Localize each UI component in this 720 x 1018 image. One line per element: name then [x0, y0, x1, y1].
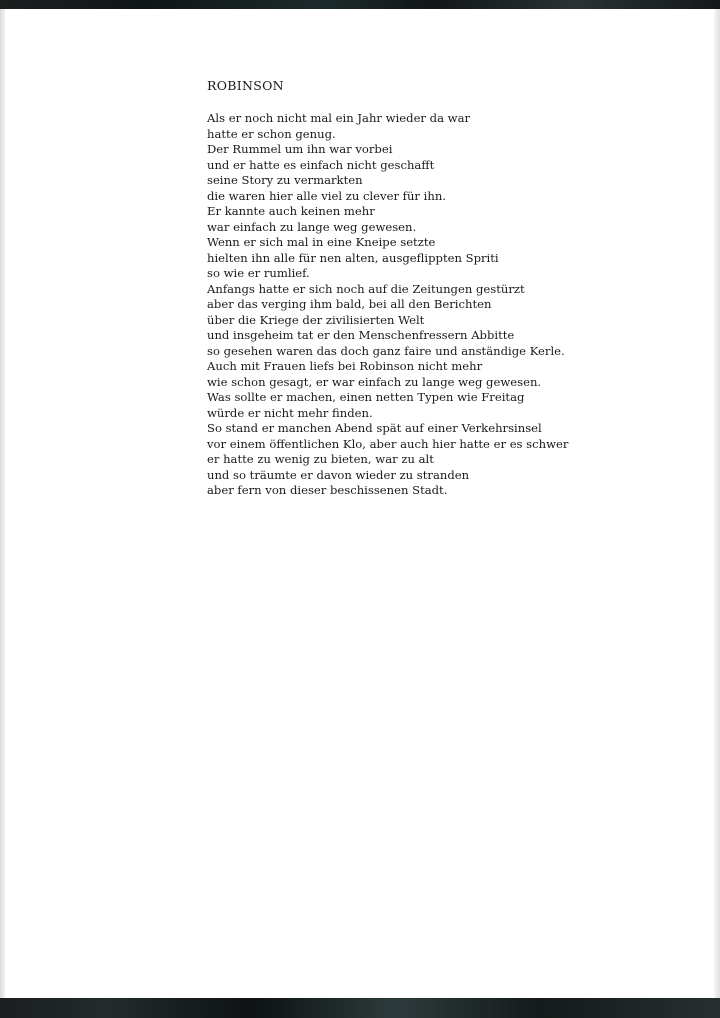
poem-line: hielten ihn alle für nen alten, ausgeflippten Spriti	[207, 250, 499, 265]
poem-line: vor einem öffentlichen Klo, aber auch hier hatte er es schwer	[207, 436, 569, 451]
poem-line: Wenn er sich mal in eine Kneipe setzte	[207, 235, 436, 249]
poem-line: so wie er rumlief.	[207, 266, 310, 280]
poem-line: war einfach zu lange weg gewesen.	[207, 219, 417, 234]
poem-line: seine Story zu vermarkten	[207, 173, 363, 187]
poem-line: er hatte zu wenig zu bieten, war zu alt	[207, 452, 434, 466]
poem-line: aber fern von dieser beschissenen Stadt.	[207, 483, 448, 497]
poem-line: würde er nicht mehr finden.	[207, 405, 373, 420]
poem-line: aber das verging ihm bald, bei all den Berichten	[207, 297, 492, 311]
poem-line: hatte er schon genug.	[207, 126, 336, 141]
poem-line: über die Kriege der zivilisierten Welt	[207, 312, 425, 327]
scan-border-bottom	[0, 998, 720, 1018]
poem-line: und so träumte er davon wieder zu stranden	[207, 467, 470, 482]
poem-line: so gesehen waren das doch ganz faire und anständige Kerle.	[207, 343, 565, 358]
poem-line: Anfangs hatte er sich noch auf die Zeitungen gestürzt	[207, 281, 525, 296]
poem-line: Der Rummel um ihn war vorbei	[207, 142, 393, 156]
poem-title: ROBINSON	[207, 78, 284, 93]
poem-line: wie schon gesagt, er war einfach zu lange weg gewesen.	[207, 374, 542, 389]
poem-line: Auch mit Frauen liefs bei Robinson nicht mehr	[207, 359, 483, 373]
poem-line: und er hatte es einfach nicht geschafft	[207, 157, 435, 172]
poem-body	[207, 111, 627, 499]
scan-border-top	[0, 0, 720, 9]
poem-line: die waren hier alle viel zu clever für ihn.	[207, 188, 446, 203]
book-page	[5, 9, 714, 998]
scan-border-right	[714, 9, 720, 998]
poem-line: und insgeheim tat er den Menschenfressern Abbitte	[207, 328, 515, 342]
poem-line: Er kannte auch keinen mehr	[207, 204, 375, 218]
poem-line: Was sollte er machen, einen netten Typen wie Freitag	[207, 390, 525, 404]
poem-line: So stand er manchen Abend spät auf einer Verkehrsinsel	[207, 421, 542, 435]
poem-line: Als er noch nicht mal ein Jahr wieder da war	[207, 111, 471, 125]
